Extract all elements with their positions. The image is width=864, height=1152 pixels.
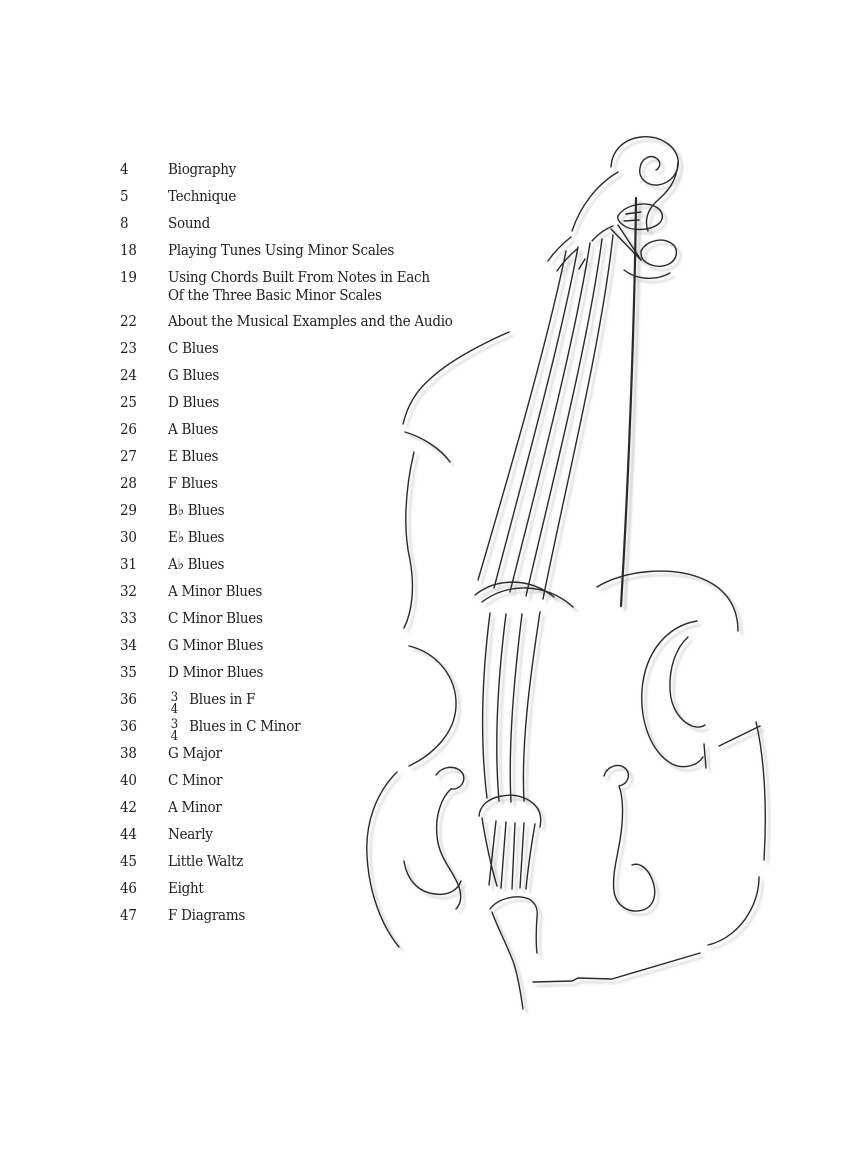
bass-scroll	[611, 137, 678, 231]
toc-title: Nearly	[168, 825, 213, 843]
toc-page-number: 22	[120, 312, 137, 330]
toc-page-number: 45	[120, 852, 137, 870]
double-bass-illustration	[330, 120, 810, 1050]
time-signature: 3 4	[170, 716, 178, 744]
bass-pegbox	[548, 172, 676, 278]
toc-page-number: 42	[120, 798, 137, 816]
toc-title: E Blues	[168, 447, 219, 465]
toc-title: C Minor	[168, 771, 223, 789]
toc-title: D Minor Blues	[168, 663, 264, 681]
toc-title: D Blues	[168, 393, 220, 411]
bass-body-outline	[367, 332, 766, 982]
toc-page-number: 46	[120, 879, 137, 897]
toc-title: G Blues	[168, 366, 220, 384]
toc-title: 3 4 Blues in C Minor	[170, 716, 301, 744]
toc-page-number: 8	[120, 214, 129, 232]
bass-f-holes	[404, 765, 655, 911]
toc-title: G Major	[168, 744, 222, 762]
toc-title: Eight	[168, 879, 204, 897]
toc-page-number: 24	[120, 366, 137, 384]
toc-title: Little Waltz	[168, 852, 244, 870]
time-signature: 3 4	[170, 689, 178, 717]
toc-title: Sound	[168, 214, 211, 232]
toc-page-number: 33	[120, 609, 137, 627]
toc-page-number: 19	[120, 268, 137, 286]
toc-page-number: 40	[120, 771, 137, 789]
toc-title: F Blues	[168, 474, 218, 492]
toc-page-number: 29	[120, 501, 137, 519]
toc-page-number: 35	[120, 663, 137, 681]
toc-page-number: 26	[120, 420, 137, 438]
toc-page-number: 34	[120, 636, 137, 654]
toc-page-number: 31	[120, 555, 137, 573]
toc-title: B♭ Blues	[168, 501, 225, 519]
toc-page-number: 44	[120, 825, 137, 843]
toc-page-number: 32	[120, 582, 137, 600]
toc-title: About the Musical Examples and the Audio	[168, 312, 453, 330]
toc-title: Biography	[168, 160, 237, 178]
toc-page-number: 23	[120, 339, 137, 357]
toc-title: 3 4 Blues in F	[170, 689, 256, 717]
toc-page-number: 4	[120, 160, 129, 178]
toc-page-number: 36	[120, 690, 137, 708]
toc-page-number: 27	[120, 447, 137, 465]
toc-title: C Minor Blues	[168, 609, 263, 627]
toc-title: A Minor Blues	[168, 582, 263, 600]
toc-title: A Minor	[168, 798, 222, 816]
toc-title: F Diagrams	[168, 906, 246, 924]
toc-page-number: 28	[120, 474, 137, 492]
toc-title: A♭ Blues	[168, 555, 225, 573]
bass-neck-strings	[475, 198, 636, 802]
toc-page-number: 36	[120, 717, 137, 735]
toc-page-number: 5	[120, 187, 129, 205]
toc-title: G Minor Blues	[168, 636, 264, 654]
toc-title: Playing Tunes Using Minor Scales	[168, 241, 395, 259]
toc-page-number: 38	[120, 744, 137, 762]
toc-title: E♭ Blues	[168, 528, 225, 546]
toc-title: Using Chords Built From Notes in Each Of the Three Basic Minor Scales	[168, 268, 430, 304]
toc-page-number: 47	[120, 906, 137, 924]
toc-page-number: 30	[120, 528, 137, 546]
toc-page-number: 18	[120, 241, 137, 259]
bass-tailpiece	[490, 897, 537, 1009]
toc-title: C Blues	[168, 339, 219, 357]
bass-bridge	[479, 795, 541, 889]
toc-title: A Blues	[168, 420, 219, 438]
toc-title: Technique	[168, 187, 237, 205]
toc-page-number: 25	[120, 393, 137, 411]
